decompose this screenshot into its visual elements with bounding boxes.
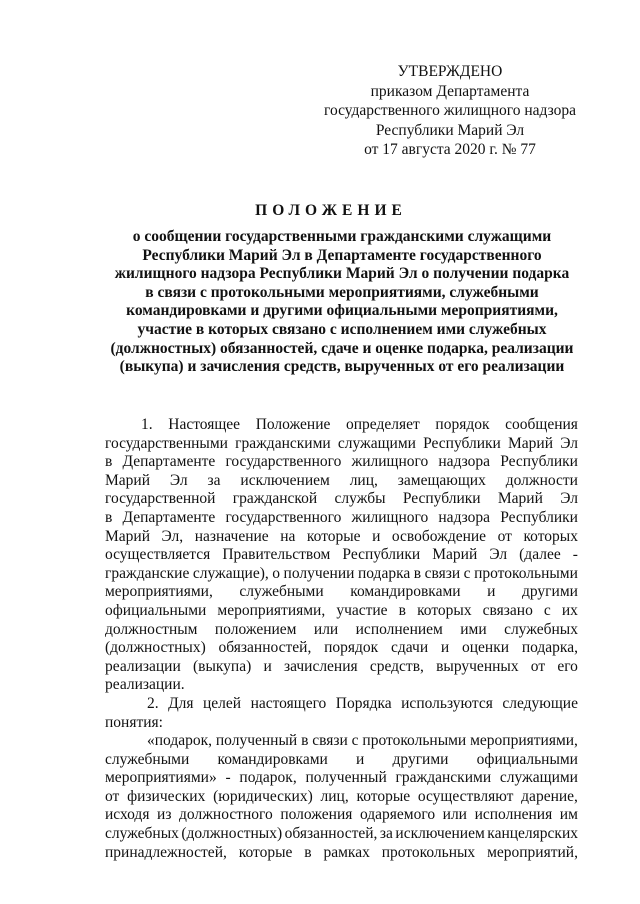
body-word: мероприятий, <box>487 843 578 861</box>
body-word: Республики <box>342 546 421 564</box>
body-word: Республики <box>402 490 481 508</box>
body-line <box>105 435 578 454</box>
body-word: от <box>497 527 512 545</box>
body-word: исполнения <box>474 806 553 824</box>
body-word: настоящего <box>250 694 327 712</box>
body-line <box>105 490 578 509</box>
body-word: его <box>557 657 578 675</box>
body-word: подарка, <box>521 639 578 657</box>
body-word: должности <box>505 471 578 489</box>
body-word: служащими <box>337 434 416 452</box>
body-word: 1. <box>141 416 153 433</box>
body-word: мероприятиями» <box>105 769 217 787</box>
body-word: обязанностей, <box>218 639 312 657</box>
subtitle-line: жилищного надзора Республики Марий Эл о получении подарка <box>114 265 570 283</box>
body-word: определяет <box>346 416 420 433</box>
body-word: зачисления <box>283 657 358 675</box>
body-line <box>105 658 578 677</box>
body-line <box>105 695 578 714</box>
body-word: и <box>372 527 381 545</box>
approval-line: Республики Марий Эл <box>375 121 525 139</box>
body-word: освобождение <box>391 527 487 545</box>
body-word: полученный <box>305 769 387 787</box>
body-word: Для <box>168 694 194 712</box>
body-word: государственной <box>105 490 216 508</box>
body-word: от <box>530 657 546 675</box>
body-line <box>105 602 578 621</box>
body-word: гражданские <box>105 564 190 582</box>
body-word: за <box>207 471 221 489</box>
body-word: Марий <box>508 434 554 452</box>
body-word: в <box>105 508 113 526</box>
body-word: реализации. <box>105 676 185 694</box>
body-word: мероприятиями, <box>470 732 578 750</box>
body-line <box>105 751 578 770</box>
body-word: служебными <box>239 583 324 601</box>
body-word: гражданской <box>232 490 318 508</box>
body-word: сообщения <box>505 416 578 433</box>
subtitle-line: командировками и другими официальными мероприятиями, <box>126 302 558 320</box>
body-word: им <box>559 806 578 824</box>
body-word: обязанностей, <box>284 825 378 843</box>
body-word: Республики <box>500 453 578 471</box>
body-word: назначение <box>194 527 269 545</box>
body-word: порядок <box>324 639 379 657</box>
body-word: и <box>487 583 496 601</box>
body-word: связи <box>312 732 348 750</box>
body-word: которые <box>356 787 411 805</box>
body-word: Настоящее <box>168 416 241 433</box>
document-subtitle <box>100 228 584 377</box>
body-word: физических <box>127 787 206 805</box>
body-word: средств, <box>369 657 424 675</box>
subtitle-line: Республики Марий Эл в Департаменте государственного <box>142 246 542 264</box>
body-word: из <box>157 806 172 824</box>
body-word: государственными <box>105 434 228 452</box>
body-word: протокольными <box>474 564 578 582</box>
body-word: служащими <box>499 769 578 787</box>
body-word: с <box>463 564 471 582</box>
body-word: используются <box>401 694 493 712</box>
body-word: мероприятиями, <box>217 601 326 619</box>
body-line <box>105 806 578 825</box>
body-word: подарок, <box>239 769 297 787</box>
body-word: оценки <box>461 639 510 657</box>
body-word: дарение, <box>521 787 578 805</box>
body-word: службы <box>334 490 386 508</box>
body-word: за <box>379 825 393 843</box>
body-word: связи <box>424 564 461 582</box>
body-word: вырученных <box>436 657 519 675</box>
body-word: канцелярских <box>487 825 578 843</box>
subtitle-line: в связи с протокольными мероприятиями, служебными <box>145 283 539 301</box>
body-word: принадлежностей, <box>105 843 227 861</box>
body-word: (должностных) <box>105 639 206 657</box>
body-word: Эл, <box>161 527 184 545</box>
body-word: которых <box>523 527 578 545</box>
body-word: осуществляют <box>417 787 514 805</box>
body-word: реализации <box>105 657 181 675</box>
body-word: служебными <box>105 750 190 768</box>
body-word: должностного <box>179 806 273 824</box>
subtitle-line: (выкупа) и зачисления средств, вырученных от его реализации <box>119 358 565 376</box>
body-word: гражданскими <box>395 769 492 787</box>
body-word: другими <box>522 583 578 601</box>
subtitle-line: о сообщении государственными гражданскими служащими <box>132 228 552 245</box>
approval-line: от 17 августа 2020 г. № 77 <box>364 141 536 158</box>
body-word: служащие), <box>192 564 269 582</box>
body-word: Департаменте <box>122 453 216 471</box>
body-word: целей <box>203 694 242 712</box>
body-line <box>105 676 578 695</box>
body-word: Республики <box>500 508 578 526</box>
body-word: положения <box>280 806 353 824</box>
body-line <box>105 565 578 584</box>
body-line <box>105 639 578 658</box>
body-word: мероприятиями, <box>105 583 213 601</box>
body-word: одаряемого <box>359 806 436 824</box>
body-word: (должностных) <box>181 825 283 843</box>
body-word: надзора <box>438 453 491 471</box>
body-word: должностным <box>105 620 198 638</box>
document-title: ПОЛОЖЕНИЕ <box>255 202 407 219</box>
body-word: их <box>561 601 578 619</box>
body-word: лиц, <box>320 787 349 805</box>
body-word: официальными <box>476 750 578 768</box>
body-word: связано <box>482 601 533 619</box>
body-word: или <box>313 620 339 638</box>
body-word: исключением <box>395 825 485 843</box>
body-word: 2. <box>147 694 159 712</box>
body-line <box>105 769 578 788</box>
body-word: - <box>225 769 231 787</box>
body-word: с <box>543 601 551 619</box>
body-word: от <box>105 787 120 805</box>
body-word: Республики <box>423 434 501 452</box>
body-word: Эл <box>169 471 188 489</box>
body-line <box>105 732 578 751</box>
body-word: Положение <box>255 416 331 433</box>
body-word: жилищного <box>351 508 429 526</box>
body-line <box>105 621 578 640</box>
body-word: исполнением <box>355 620 443 638</box>
body-word: Эл <box>560 490 578 508</box>
body-word: (юридических) <box>213 787 313 805</box>
body-word: протокольных <box>381 843 476 861</box>
body-word: в <box>413 564 422 582</box>
body-word: государственного <box>225 453 342 471</box>
body-line <box>105 472 578 491</box>
subtitle-line: (должностных) обязанностей, сдаче и оценке подарка, реализации <box>110 339 574 357</box>
body-word: Эл <box>489 546 508 564</box>
approval-line: государственного жилищного надзора <box>323 102 577 119</box>
body-word: понятия: <box>105 713 163 731</box>
body-word: командировками <box>350 583 461 601</box>
body-word: Департаменте <box>122 508 216 526</box>
body-line <box>105 714 578 733</box>
body-line <box>105 416 578 435</box>
body-word: служебных <box>105 825 179 843</box>
body-word: и <box>440 639 450 657</box>
body-word: Эл <box>560 434 578 452</box>
body-word: «подарок, <box>147 732 213 750</box>
body-word: (далее <box>519 546 561 564</box>
body-word: надзора <box>438 508 491 526</box>
body-word: сдачи <box>391 639 429 657</box>
body-word: служебных <box>504 620 578 638</box>
body-word: государственного <box>225 508 342 526</box>
subtitle-line: участие в которых связано с исполнением ими служебных <box>137 320 547 338</box>
body-word: в <box>301 732 309 750</box>
body-line <box>105 825 578 844</box>
approval-block <box>300 62 600 160</box>
body-word: командировками <box>217 750 328 768</box>
body-word: участие <box>336 601 388 619</box>
body-word: в <box>398 601 406 619</box>
body-line <box>105 528 578 547</box>
body-line <box>105 583 578 602</box>
body-word: - <box>572 546 578 564</box>
body-word: (выкупа) <box>192 657 252 675</box>
body-line <box>105 453 578 472</box>
body-word: замещающих <box>397 471 486 489</box>
body-word: в <box>304 843 312 861</box>
body-word: на <box>280 527 296 545</box>
body-word: Порядка <box>335 694 392 712</box>
body-word: осуществляется <box>105 546 211 564</box>
body-word: в <box>105 453 113 471</box>
body-word: которых <box>417 601 472 619</box>
body-word: исключением <box>240 471 330 489</box>
body-word: получении <box>283 564 355 582</box>
body-word: следующие <box>502 694 578 712</box>
body-word: и <box>263 657 272 675</box>
body-word: жилищного <box>351 453 429 471</box>
body-word: Марий <box>432 546 478 564</box>
body-word: протокольными <box>362 732 467 750</box>
body-word: о <box>272 564 281 582</box>
body-word: или <box>442 806 467 824</box>
body-word: исходя <box>105 806 150 824</box>
body-word: порядок <box>435 416 490 433</box>
body-line <box>105 788 578 807</box>
body-word: гражданскими <box>235 434 331 452</box>
body-word: Марий <box>105 527 151 545</box>
body-word: Марий <box>497 490 543 508</box>
body-word: Правительством <box>222 546 331 564</box>
body-word: которые <box>306 527 361 545</box>
body-word: которые <box>238 843 293 861</box>
body-line <box>105 844 578 863</box>
body-word: другими <box>392 750 449 768</box>
body-line <box>105 509 578 528</box>
body-word: Марий <box>105 471 151 489</box>
body-word: ими <box>460 620 487 638</box>
body-word: официальными <box>105 601 207 619</box>
body-word: и <box>356 750 365 768</box>
body-word: полученный <box>215 732 298 750</box>
body-word: подарка <box>357 564 411 582</box>
body-word: рамках <box>323 843 370 861</box>
body-word: лиц, <box>349 471 378 489</box>
body-word: положением <box>214 620 297 638</box>
document-body <box>105 416 578 862</box>
body-word: с <box>351 732 359 750</box>
approval-line: приказом Департамента <box>370 82 530 100</box>
body-line <box>105 546 578 565</box>
approval-line: УТВЕРЖДЕНО <box>397 63 503 80</box>
